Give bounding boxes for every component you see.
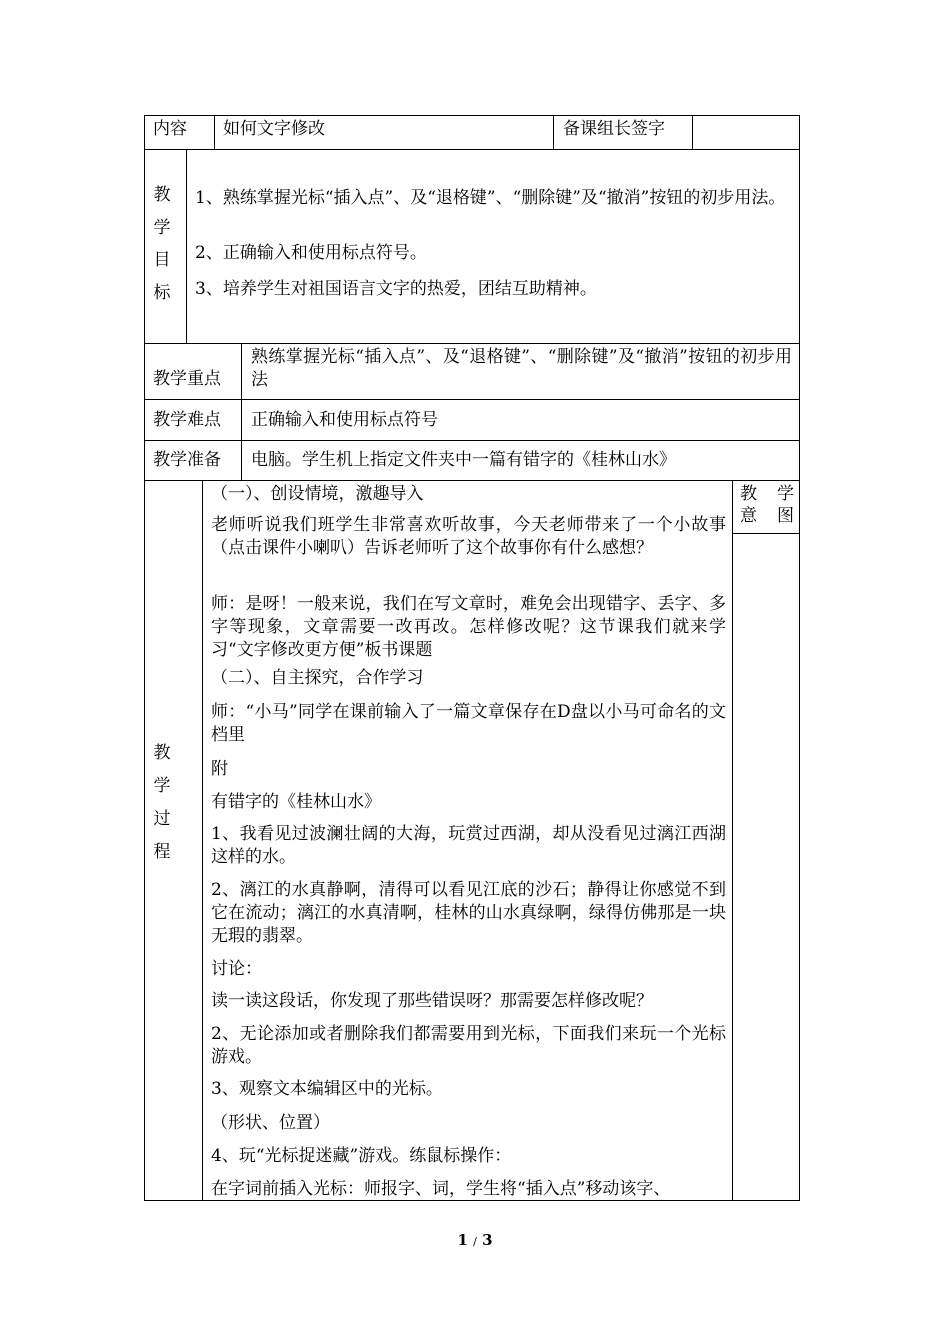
- page-total: 3: [482, 1231, 493, 1249]
- objectives-label-char: 学: [153, 218, 171, 238]
- process-paragraph: 在字词前插入光标：师报字、词，学生将“插入点”移动该字、: [211, 1179, 671, 1199]
- process-paragraph: （一）、创设情境，激趣导入: [211, 484, 424, 504]
- process-paragraph: 1、我看见过波澜壮阔的大海，玩赏过西湖，却从没看见过漓江西湖这样的水。: [211, 824, 726, 867]
- process-paragraph: 有错字的《桂林山水》: [211, 792, 381, 812]
- signature-label: 备课组长签字: [563, 119, 665, 139]
- page-separator: /: [473, 1235, 477, 1248]
- process-paragraph: 2、漓江的水真静啊，清得可以看见江底的沙石；静得让你感觉不到它在流动；漓江的水真清啊，桂林的山水真绿啊，绿得仿佛那是一块无瑕的翡翠。: [211, 880, 726, 946]
- key-points-label: 教学重点: [153, 369, 221, 389]
- col-divider: [732, 480, 733, 1201]
- process-paragraph: 2、无论添加或者删除我们都需要用到光标，下面我们来玩一个光标游戏。: [211, 1024, 726, 1067]
- content-label: 内容: [153, 119, 187, 139]
- difficulties-label: 教学难点: [153, 410, 221, 430]
- objectives-label-char: 目: [153, 250, 171, 270]
- process-paragraph: 师：“小马”同学在课前输入了一篇文章保存在D盘以小马可命名的文档里: [211, 702, 726, 745]
- objectives-label-char: 教: [153, 185, 171, 205]
- table-border-left: [144, 115, 145, 1201]
- row-divider: [144, 149, 800, 150]
- row-divider: [144, 480, 800, 481]
- process-paragraph: 讨论：: [211, 959, 262, 979]
- process-label-char: 程: [153, 842, 171, 862]
- intent-label: 教 学 意 图: [740, 484, 794, 526]
- process-paragraph: 附: [211, 759, 228, 779]
- difficulties-value: 正确输入和使用标点符号: [251, 410, 438, 430]
- process-paragraph: 4、玩“光标捉迷藏”游戏。练鼠标操作：: [211, 1146, 512, 1166]
- col-divider: [186, 149, 187, 344]
- process-label-char: 学: [153, 776, 171, 796]
- process-paragraph: 读一读这段话，你发现了那些错误呀？那需要怎样修改呢？: [211, 991, 653, 1011]
- table-border-top: [144, 115, 800, 116]
- col-divider: [202, 480, 203, 1201]
- content-value: 如何文字修改: [223, 119, 325, 139]
- objective-item: 3、培养学生对祖国语言文字的热爱，团结互助精神。: [195, 279, 597, 299]
- intent-header-divider: [732, 533, 800, 534]
- col-divider: [553, 115, 554, 150]
- process-paragraph: （形状、位置）: [211, 1113, 330, 1133]
- process-paragraph: 老师听说我们班学生非常喜欢听故事，今天老师带来了一个小故事（点击课件小喇叭）告诉老师听了这个故事你有什么感想？: [211, 515, 726, 558]
- process-label-char: 过: [153, 809, 171, 829]
- key-points-value: 熟练掌握光标“插入点”、及“退格键”、“删除键”及“撤消”按钮的初步用法: [251, 347, 792, 390]
- row-divider: [144, 440, 800, 441]
- page-current: 1: [457, 1231, 468, 1249]
- process-paragraph: 3、观察文本编辑区中的光标。: [211, 1079, 443, 1099]
- row-divider: [144, 399, 800, 400]
- col-divider: [692, 115, 693, 150]
- objective-item: 1、熟练掌握光标“插入点”、及“退格键”、“删除键”及“撤消”按钮的初步用法。: [195, 188, 786, 208]
- preparation-label: 教学准备: [153, 450, 221, 470]
- objective-item: 2、正确输入和使用标点符号。: [195, 243, 427, 263]
- table-border-right: [799, 115, 800, 1201]
- preparation-value: 电脑。学生机上指定文件夹中一篇有错字的《桂林山水》: [251, 450, 676, 470]
- col-divider: [214, 115, 215, 150]
- objectives-label-char: 标: [153, 283, 171, 303]
- row-divider: [144, 343, 800, 344]
- process-label-char: 教: [153, 743, 171, 763]
- process-paragraph: 师：是呀！一般来说，我们在写文章时，难免会出现错字、丢字、多字等现象，文章需要一改再改。怎样修改呢？这节课我们就来学习“文字修改更方便”板书课题: [211, 594, 726, 660]
- col-divider: [241, 343, 242, 481]
- page-number: [0, 1231, 950, 1249]
- process-paragraph: （二）、自主探究，合作学习: [211, 668, 424, 688]
